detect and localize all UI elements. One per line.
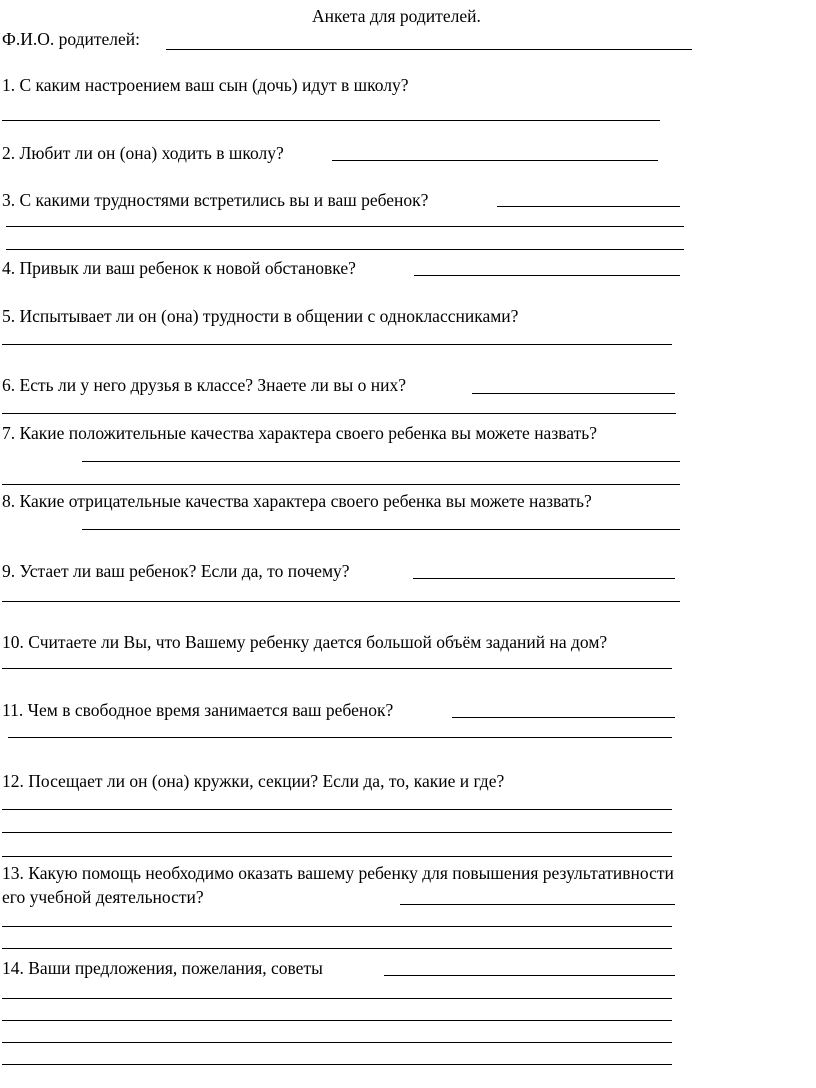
question-10: 10. Считаете ли Вы, что Вашему ребенку дается большой объём заданий на дом? [2, 632, 608, 652]
answer-line-12b[interactable] [2, 832, 672, 833]
question-7: 7. Какие положительные качества характера своего ребенка вы можете назвать? [2, 423, 597, 443]
answer-line-9b[interactable] [2, 601, 680, 602]
answer-line-6b[interactable] [2, 413, 676, 414]
question-1: 1. С каким настроением ваш сын (дочь) идут в школу? [2, 75, 409, 95]
answer-line-13a[interactable] [400, 904, 675, 905]
answer-line-1a[interactable] [2, 120, 660, 121]
answer-line-7b[interactable] [2, 484, 680, 485]
answer-line-7a[interactable] [82, 461, 680, 462]
answer-line-12c[interactable] [2, 856, 672, 857]
answer-line-6a[interactable] [472, 393, 675, 394]
question-2: 2. Любит ли он (она) ходить в школу? [2, 143, 284, 163]
question-12: 12. Посещает ли он (она) кружки, секции? Если да, то, какие и где? [2, 771, 505, 791]
answer-line-5a[interactable] [2, 344, 672, 345]
answer-line-13c[interactable] [2, 948, 672, 949]
question-14: 14. Ваши предложения, пожелания, советы [2, 958, 323, 978]
answer-line-14d[interactable] [2, 1042, 672, 1043]
question-11: 11. Чем в свободное время занимается ваш ребенок? [2, 700, 394, 720]
answer-line-14c[interactable] [2, 1020, 672, 1021]
answer-line-2a[interactable] [332, 160, 658, 161]
question-13: 13. Какую помощь необходимо оказать вашему ребенку для повышения результативности [2, 863, 674, 883]
answer-line-11a[interactable] [452, 717, 675, 718]
answer-line-9a[interactable] [413, 578, 675, 579]
answer-line-13b[interactable] [2, 926, 672, 927]
answer-line-10a[interactable] [2, 668, 672, 669]
page-title: Анкета для родителей. [312, 6, 481, 26]
question-3: 3. С какими трудностями встретились вы и ваш ребенок? [2, 190, 429, 210]
answer-line-14b[interactable] [2, 998, 672, 999]
question-13-continuation: его учебной деятельности? [2, 887, 204, 907]
answer-line-14a[interactable] [384, 975, 675, 976]
question-6: 6. Есть ли у него друзья в классе? Знаете ли вы о них? [2, 375, 407, 395]
answer-line-3b[interactable] [6, 226, 684, 227]
answer-line-14e[interactable] [2, 1064, 672, 1065]
answer-line-11b[interactable] [8, 737, 672, 738]
question-8: 8. Какие отрицательные качества характера своего ребенка вы можете назвать? [2, 491, 592, 511]
answer-line-4a[interactable] [414, 275, 680, 276]
answer-line-12a[interactable] [2, 809, 672, 810]
answer-line-3c[interactable] [6, 249, 684, 250]
fio-answer-line[interactable] [166, 49, 692, 50]
question-5: 5. Испытывает ли он (она) трудности в общении с одноклассниками? [2, 306, 519, 326]
question-9: 9. Устает ли ваш ребенок? Если да, то почему? [2, 561, 350, 581]
answer-line-8a[interactable] [82, 529, 680, 530]
answer-line-3a[interactable] [497, 206, 680, 207]
question-4: 4. Привык ли ваш ребенок к новой обстановке? [2, 258, 356, 278]
fio-label: Ф.И.О. родителей: [2, 29, 141, 49]
